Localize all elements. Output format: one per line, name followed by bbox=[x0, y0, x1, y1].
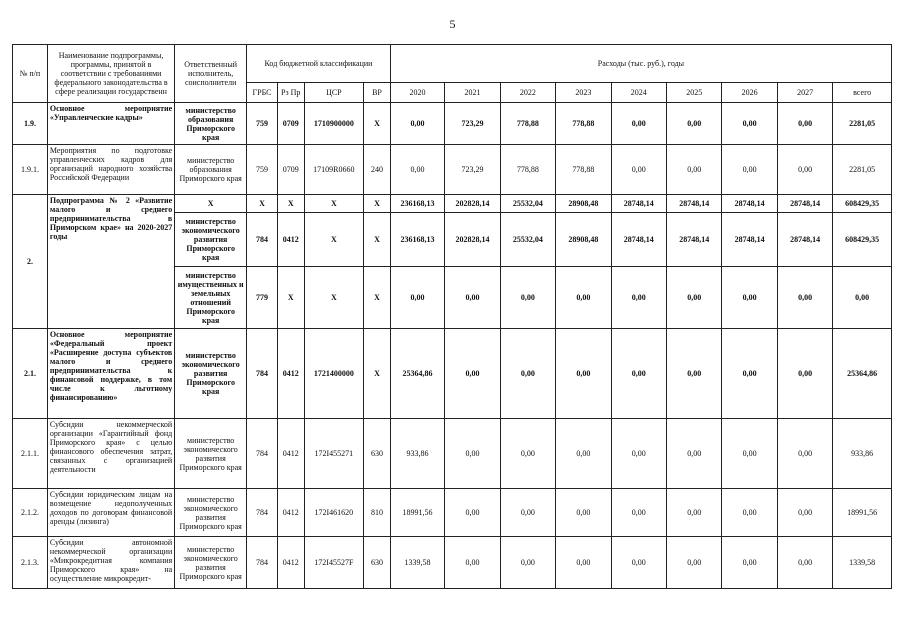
row-value-2021: 202828,14 bbox=[445, 213, 500, 267]
row-value-2025: 0,00 bbox=[667, 329, 722, 419]
row-vr: 810 bbox=[364, 489, 391, 537]
row-csr: 1721400000 bbox=[304, 329, 364, 419]
row-executor: министерство образования Приморского края bbox=[175, 103, 247, 145]
row-rzpr: 0412 bbox=[277, 537, 304, 589]
row-value-2022: 25532,04 bbox=[500, 213, 555, 267]
header-grbs: ГРБС bbox=[247, 83, 278, 103]
row-grbs: 784 bbox=[247, 489, 278, 537]
row-csr: Х bbox=[304, 213, 364, 267]
row-num: 2.1. bbox=[13, 329, 48, 419]
row-num: 2. bbox=[13, 195, 48, 329]
row-value-2021: 0,00 bbox=[445, 267, 500, 329]
row-vr: Х bbox=[364, 213, 391, 267]
header-csr: ЦСР bbox=[304, 83, 364, 103]
row-value-total: 1339,58 bbox=[833, 537, 892, 589]
header-year-2024: 2024 bbox=[611, 83, 666, 103]
row-rzpr: 0709 bbox=[277, 103, 304, 145]
row-grbs: 784 bbox=[247, 329, 278, 419]
row-value-2020: 236168,13 bbox=[390, 195, 444, 213]
row-grbs: 784 bbox=[247, 537, 278, 589]
row-value-2025: 0,00 bbox=[667, 537, 722, 589]
row-grbs: 759 bbox=[247, 103, 278, 145]
row-value-2027: 0,00 bbox=[777, 537, 832, 589]
row-name: Основное мероприятие «Управленческие кадры» bbox=[47, 103, 174, 145]
row-value-2023: 28908,48 bbox=[556, 195, 611, 213]
row-value-2022: 0,00 bbox=[500, 419, 555, 489]
row-value-2026: 0,00 bbox=[722, 329, 777, 419]
header-name-text: Наименование подпрограммы, программы, принятой в соответствии с требованиями федерального законодательства в сфере реализации государственн bbox=[54, 51, 168, 96]
row-vr: 240 bbox=[364, 145, 391, 195]
row-grbs: Х bbox=[247, 195, 278, 213]
row-name: Субсидии юридическим лицам на возмещение недополученных доходов по договорам финансовой аренды (лизинга) bbox=[47, 489, 174, 537]
row-value-total: 933,86 bbox=[833, 419, 892, 489]
row-rzpr: 0412 bbox=[277, 489, 304, 537]
row-value-2022: 778,88 bbox=[500, 145, 555, 195]
row-csr: 172I461620 bbox=[304, 489, 364, 537]
row-executor: министерство экономического развития Приморского края bbox=[175, 329, 247, 419]
row-value-2021: 0,00 bbox=[445, 329, 500, 419]
row-value-2020: 933,86 bbox=[390, 419, 444, 489]
row-value-2020: 236168,13 bbox=[390, 213, 444, 267]
table-row bbox=[13, 419, 892, 489]
row-num: 1.9. bbox=[13, 103, 48, 145]
header-budget-code: Код бюджетной классификации bbox=[247, 45, 391, 83]
header-year-2027: 2027 bbox=[777, 83, 832, 103]
header-rzpr: Рз Пр bbox=[277, 83, 304, 103]
header-num: № п/п bbox=[13, 45, 48, 103]
row-value-2021: 0,00 bbox=[445, 419, 500, 489]
row-csr: 172I45527F bbox=[304, 537, 364, 589]
header-year-2025: 2025 bbox=[667, 83, 722, 103]
row-grbs: 784 bbox=[247, 419, 278, 489]
page-number: 5 bbox=[449, 17, 456, 31]
row-value-2025: 0,00 bbox=[667, 145, 722, 195]
row-num: 2.1.3. bbox=[13, 537, 48, 589]
row-rzpr: Х bbox=[277, 267, 304, 329]
row-csr: Х bbox=[304, 195, 364, 213]
row-value-2020: 0,00 bbox=[390, 145, 444, 195]
row-value-2024: 28748,14 bbox=[611, 195, 666, 213]
row-value-2021: 0,00 bbox=[445, 489, 500, 537]
row-value-2020: 18991,56 bbox=[390, 489, 444, 537]
header-executor: Ответственный исполнитель, соисполнители bbox=[175, 45, 247, 103]
budget-table bbox=[12, 44, 892, 589]
row-value-2027: 0,00 bbox=[777, 419, 832, 489]
header-expenses: Расходы (тыс. руб.), годы bbox=[390, 45, 891, 83]
row-value-total: 0,00 bbox=[833, 267, 892, 329]
row-value-2026: 0,00 bbox=[722, 537, 777, 589]
table-row bbox=[13, 145, 892, 195]
row-value-2024: 0,00 bbox=[611, 419, 666, 489]
row-value-2020: 1339,58 bbox=[390, 537, 444, 589]
row-value-2024: 0,00 bbox=[611, 145, 666, 195]
header-year-2022: 2022 bbox=[500, 83, 555, 103]
row-vr: Х bbox=[364, 329, 391, 419]
row-value-total: 2281,05 bbox=[833, 145, 892, 195]
header-name bbox=[47, 45, 174, 103]
row-rzpr: Х bbox=[277, 195, 304, 213]
row-value-2023: 0,00 bbox=[556, 537, 611, 589]
header-year-2021: 2021 bbox=[445, 83, 500, 103]
row-value-2027: 0,00 bbox=[777, 267, 832, 329]
row-value-2026: 0,00 bbox=[722, 145, 777, 195]
row-executor: министерство экономического развития Приморского края bbox=[175, 213, 247, 267]
row-value-2027: 0,00 bbox=[777, 329, 832, 419]
row-rzpr: 0412 bbox=[277, 213, 304, 267]
row-value-2022: 778,88 bbox=[500, 103, 555, 145]
row-value-2021: 0,00 bbox=[445, 537, 500, 589]
row-value-2026: 28748,14 bbox=[722, 195, 777, 213]
row-name: Мероприятия по подготовке управленческих кадров для организаций народного хозяйства Российской Федерации bbox=[47, 145, 174, 195]
row-value-2023: 0,00 bbox=[556, 419, 611, 489]
row-value-2026: 28748,14 bbox=[722, 213, 777, 267]
row-name: Субсидии некоммерческой организации «Гарантийный фонд Приморского края» с целью финансового обеспечения затрат, связанных с организацией деятельности bbox=[47, 419, 174, 489]
row-value-2024: 0,00 bbox=[611, 537, 666, 589]
row-value-2021: 723,29 bbox=[445, 145, 500, 195]
row-grbs: 784 bbox=[247, 213, 278, 267]
row-csr: 172I455271 bbox=[304, 419, 364, 489]
row-value-total: 2281,05 bbox=[833, 103, 892, 145]
row-vr: 630 bbox=[364, 419, 391, 489]
row-executor: министерство экономического развития Приморского края bbox=[175, 419, 247, 489]
row-value-2023: 28908,48 bbox=[556, 213, 611, 267]
row-vr: 630 bbox=[364, 537, 391, 589]
row-value-2027: 0,00 bbox=[777, 103, 832, 145]
row-value-2025: 0,00 bbox=[667, 267, 722, 329]
row-value-2026: 0,00 bbox=[722, 419, 777, 489]
row-num: 2.1.1. bbox=[13, 419, 48, 489]
row-value-total: 25364,86 bbox=[833, 329, 892, 419]
row-name: Основное мероприятие «Федеральный проект «Расширение доступа субъектов малого и среднего предпринимательства к финансовой поддержке, в том числе к льготному финансированию» bbox=[47, 329, 174, 419]
table-row bbox=[13, 537, 892, 589]
row-value-total: 608429,35 bbox=[833, 195, 892, 213]
table-row bbox=[13, 489, 892, 537]
row-executor: министерство экономического развития Приморского края bbox=[175, 537, 247, 589]
row-num: 2.1.2. bbox=[13, 489, 48, 537]
row-vr: Х bbox=[364, 267, 391, 329]
row-value-2023: 0,00 bbox=[556, 489, 611, 537]
header-vr: ВР bbox=[364, 83, 391, 103]
row-value-2020: 0,00 bbox=[390, 103, 444, 145]
row-value-2020: 25364,86 bbox=[390, 329, 444, 419]
row-value-2021: 723,29 bbox=[445, 103, 500, 145]
row-value-2027: 28748,14 bbox=[777, 213, 832, 267]
row-num: 1.9.1. bbox=[13, 145, 48, 195]
row-executor: министерство имущественных и земельных отношений Приморского края bbox=[175, 267, 247, 329]
row-value-2022: 0,00 bbox=[500, 267, 555, 329]
row-value-2026: 0,00 bbox=[722, 103, 777, 145]
header-year-2023: 2023 bbox=[556, 83, 611, 103]
row-value-2027: 28748,14 bbox=[777, 195, 832, 213]
row-value-2024: 0,00 bbox=[611, 267, 666, 329]
row-csr: 1710900000 bbox=[304, 103, 364, 145]
row-value-2025: 0,00 bbox=[667, 103, 722, 145]
row-value-2022: 0,00 bbox=[500, 537, 555, 589]
row-value-2024: 28748,14 bbox=[611, 213, 666, 267]
row-value-2024: 0,00 bbox=[611, 329, 666, 419]
row-grbs: 759 bbox=[247, 145, 278, 195]
table-row bbox=[13, 103, 892, 145]
row-value-2027: 0,00 bbox=[777, 489, 832, 537]
row-name: Подпрограмма № 2 «Развитие малого и среднего предпринимательства в Приморском крае» на 2020-2027 годы bbox=[47, 195, 174, 329]
table-row bbox=[13, 329, 892, 419]
row-executor: Х bbox=[175, 195, 247, 213]
row-value-2024: 0,00 bbox=[611, 103, 666, 145]
row-value-2023: 0,00 bbox=[556, 267, 611, 329]
row-vr: Х bbox=[364, 195, 391, 213]
row-value-2020: 0,00 bbox=[390, 267, 444, 329]
row-csr: Х bbox=[304, 267, 364, 329]
row-value-2023: 0,00 bbox=[556, 329, 611, 419]
row-csr: 17109R0660 bbox=[304, 145, 364, 195]
row-value-2022: 0,00 bbox=[500, 329, 555, 419]
row-executor: министерство экономического развития Приморского края bbox=[175, 489, 247, 537]
row-vr: Х bbox=[364, 103, 391, 145]
row-name: Субсидии автономной некоммерческой организации «Микрокредитная компания Приморского края» на осуществление микрокредит- bbox=[47, 537, 174, 589]
row-value-2025: 28748,14 bbox=[667, 195, 722, 213]
row-value-2024: 0,00 bbox=[611, 489, 666, 537]
row-value-2022: 25532,04 bbox=[500, 195, 555, 213]
row-value-2027: 0,00 bbox=[777, 145, 832, 195]
row-value-2023: 778,88 bbox=[556, 145, 611, 195]
row-value-2025: 28748,14 bbox=[667, 213, 722, 267]
row-value-2025: 0,00 bbox=[667, 419, 722, 489]
row-value-2026: 0,00 bbox=[722, 489, 777, 537]
row-value-total: 608429,35 bbox=[833, 213, 892, 267]
header-year-2026: 2026 bbox=[722, 83, 777, 103]
row-value-2026: 0,00 bbox=[722, 267, 777, 329]
row-value-2025: 0,00 bbox=[667, 489, 722, 537]
row-value-2022: 0,00 bbox=[500, 489, 555, 537]
row-rzpr: 0412 bbox=[277, 419, 304, 489]
row-executor: министерство образования Приморского края bbox=[175, 145, 247, 195]
row-rzpr: 0709 bbox=[277, 145, 304, 195]
row-grbs: 779 bbox=[247, 267, 278, 329]
row-rzpr: 0412 bbox=[277, 329, 304, 419]
row-value-total: 18991,56 bbox=[833, 489, 892, 537]
row-value-2023: 778,88 bbox=[556, 103, 611, 145]
table-row bbox=[13, 195, 892, 213]
row-value-2021: 202828,14 bbox=[445, 195, 500, 213]
header-total: всего bbox=[833, 83, 892, 103]
header-year-2020: 2020 bbox=[390, 83, 444, 103]
